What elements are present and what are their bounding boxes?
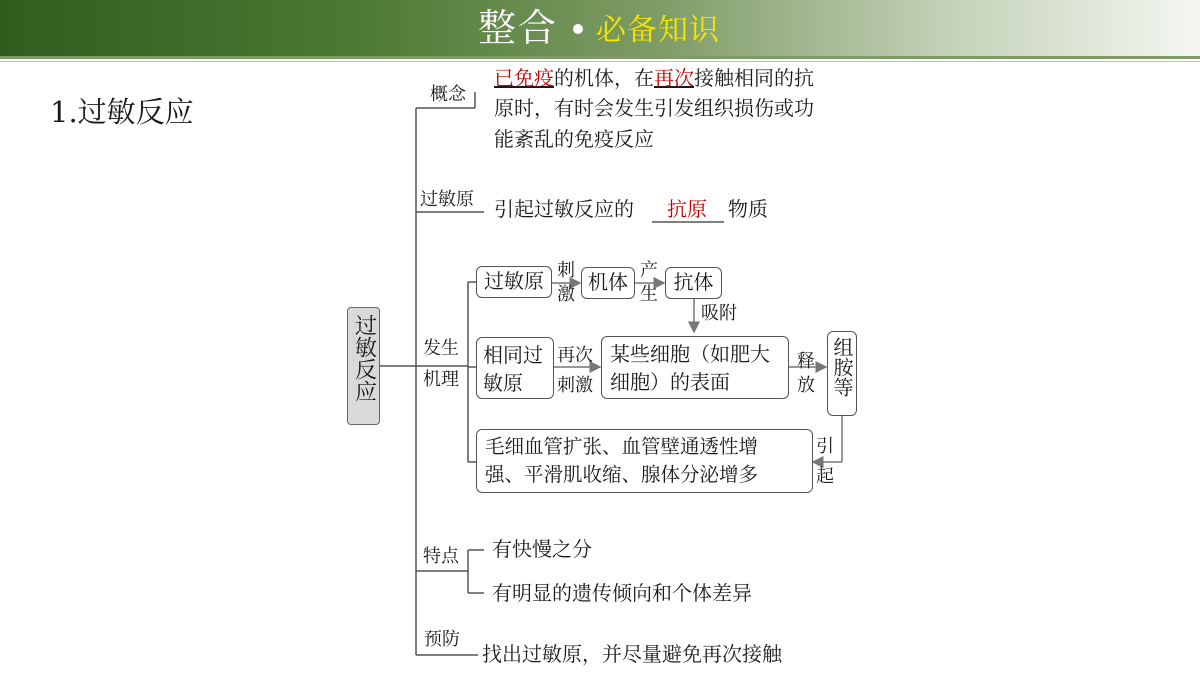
- box-histamine: [827, 331, 857, 416]
- arrow-label-cause-2: 起: [816, 466, 834, 487]
- arrow-label-stimulate-2: 激: [557, 284, 575, 305]
- box-same-allergen-line-1: 相同过: [483, 343, 543, 367]
- mechanism-label-2: 机理: [423, 369, 459, 390]
- box-cell-surface-line-2: 细胞）的表面: [610, 370, 730, 394]
- concept-blank-2: 再次: [654, 66, 694, 90]
- feature-item-2: 有明显的遗传倾向和个体差异: [492, 581, 752, 605]
- box-cell-surface-line-1: 某些细胞（如肥大: [610, 342, 770, 366]
- banner-subtitle: 必备知识: [596, 13, 720, 48]
- mechanism-label-1: 发生: [423, 338, 459, 359]
- box-histamine-label: 组胺等: [830, 337, 854, 397]
- arrow-label-cause-1: 引: [816, 436, 834, 457]
- box-body: 机体: [581, 267, 635, 299]
- allergen-pre: 引起过敏反应的: [494, 197, 634, 221]
- banner-title: 整合: [478, 6, 559, 50]
- features-label: 特点: [423, 546, 459, 567]
- concept-line-2: 原时，有时会发生引发组织损伤或功: [494, 96, 814, 120]
- arrow-label-release-2: 放: [797, 375, 815, 396]
- arrow-label-produce-2: 生: [640, 284, 658, 305]
- allergen-post: 物质: [728, 197, 768, 221]
- concept-label: 概念: [430, 84, 466, 105]
- box-same-allergen-line-2: 敏原: [483, 371, 523, 395]
- arrow-label-produce-1: 产: [640, 260, 658, 281]
- prevention-text: 找出过敏原，并尽量避免再次接触: [482, 642, 782, 666]
- box-effects-line-2: 强、平滑肌收缩、腺体分泌增多: [485, 463, 759, 486]
- arrow-label-again-1: 再次: [557, 345, 593, 366]
- feature-item-1: 有快慢之分: [492, 537, 592, 561]
- concept-text-1: 的机体，在: [554, 66, 654, 90]
- concept-line-3: 能紊乱的免疫反应: [494, 127, 654, 151]
- arrow-label-again-2: 刺激: [557, 375, 593, 396]
- section-heading: 1.过敏反应: [50, 95, 194, 129]
- box-effects: [476, 429, 813, 493]
- concept-blank-1: 已免疫: [494, 66, 554, 90]
- arrow-label-adsorb: 吸附: [701, 303, 737, 324]
- concept-line-1: [494, 63, 814, 93]
- root-node: [347, 307, 380, 425]
- box-effects-line-1: 毛细血管扩张、血管壁通透性增: [485, 435, 759, 458]
- root-label: 过敏反应: [351, 314, 377, 402]
- prevention-label: 预防: [424, 629, 460, 650]
- allergen-label: 过敏原: [420, 189, 474, 210]
- box-antibody: 抗体: [665, 267, 722, 299]
- arrow-label-release-1: 释: [797, 351, 815, 372]
- allergen-blank: 抗原: [667, 197, 707, 221]
- arrow-label-stimulate-1: 刺: [557, 260, 575, 281]
- box-allergen: 过敏原: [476, 266, 552, 298]
- box-same-allergen: [476, 337, 554, 399]
- concept-text-2: 接触相同的抗: [694, 66, 814, 90]
- box-cell-surface: [601, 336, 789, 399]
